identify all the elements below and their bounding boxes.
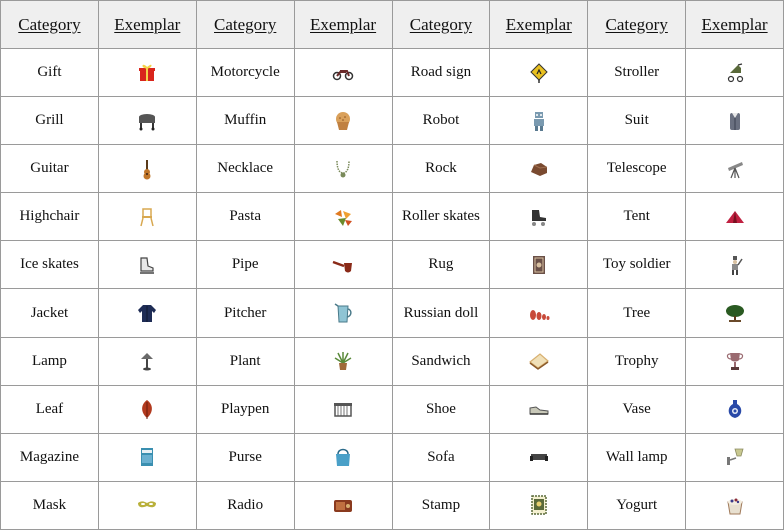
header-category: Category (1, 1, 99, 49)
exemplar-cell (294, 97, 392, 145)
leaf-icon (136, 398, 158, 420)
table-header-row (1, 1, 784, 49)
category-cell: Muffin (196, 97, 294, 145)
table-row (1, 385, 784, 433)
category-cell: Pasta (196, 193, 294, 241)
exemplar-cell (98, 145, 196, 193)
tree-icon (724, 302, 746, 324)
category-cell: Grill (1, 97, 99, 145)
exemplar-cell (490, 97, 588, 145)
shoe-icon (528, 398, 550, 420)
magazine-icon (136, 446, 158, 468)
exemplar-cell (686, 145, 784, 193)
category-cell: Motorcycle (196, 49, 294, 97)
header-exemplar: Exemplar (490, 1, 588, 49)
sandwich-icon (528, 350, 550, 372)
category-cell: Tree (588, 289, 686, 337)
category-cell: Road sign (392, 49, 490, 97)
table-row (1, 289, 784, 337)
table-row (1, 241, 784, 289)
guitar-icon (136, 158, 158, 180)
robot-icon (528, 110, 550, 132)
muffin-icon (332, 110, 354, 132)
purse-icon (332, 446, 354, 468)
table-row (1, 193, 784, 241)
radio-icon (332, 494, 354, 516)
exemplar-cell (490, 241, 588, 289)
exemplar-cell (686, 337, 784, 385)
motorcycle-icon (332, 62, 354, 84)
exemplar-cell (294, 385, 392, 433)
yogurt-icon (724, 494, 746, 516)
category-cell: Magazine (1, 433, 99, 481)
category-cell: Sofa (392, 433, 490, 481)
category-cell: Rock (392, 145, 490, 193)
exemplar-cell (294, 193, 392, 241)
pasta-icon (332, 206, 354, 228)
exemplar-cell (490, 145, 588, 193)
exemplar-cell (98, 289, 196, 337)
category-cell: Wall lamp (588, 433, 686, 481)
grill-icon (136, 110, 158, 132)
exemplar-cell (98, 97, 196, 145)
russian-doll-icon (528, 302, 550, 324)
category-cell: Roller skates (392, 193, 490, 241)
exemplar-cell (294, 481, 392, 529)
category-cell: Trophy (588, 337, 686, 385)
rock-icon (528, 158, 550, 180)
exemplar-cell (294, 289, 392, 337)
exemplar-cell (294, 49, 392, 97)
exemplar-cell (294, 337, 392, 385)
category-cell: Ice skates (1, 241, 99, 289)
table-row (1, 337, 784, 385)
jacket-icon (136, 302, 158, 324)
category-cell: Plant (196, 337, 294, 385)
category-cell: Vase (588, 385, 686, 433)
category-cell: Radio (196, 481, 294, 529)
category-cell: Stroller (588, 49, 686, 97)
ice-skates-icon (136, 254, 158, 276)
pipe-icon (332, 254, 354, 276)
exemplar-cell (490, 337, 588, 385)
category-cell: Purse (196, 433, 294, 481)
gift-icon (136, 62, 158, 84)
playpen-icon (332, 398, 354, 420)
exemplar-cell (98, 337, 196, 385)
road-sign-icon (528, 62, 550, 84)
exemplar-cell (98, 481, 196, 529)
pitcher-icon (332, 302, 354, 324)
exemplar-cell (490, 49, 588, 97)
roller-skates-icon (528, 206, 550, 228)
exemplar-cell (686, 289, 784, 337)
exemplar-cell (686, 385, 784, 433)
table-row (1, 145, 784, 193)
header-category: Category (196, 1, 294, 49)
exemplar-cell (294, 241, 392, 289)
header-exemplar: Exemplar (686, 1, 784, 49)
trophy-icon (724, 350, 746, 372)
exemplar-cell (98, 241, 196, 289)
exemplar-cell (490, 289, 588, 337)
stroller-icon (724, 62, 746, 84)
exemplar-cell (294, 433, 392, 481)
category-cell: Telescope (588, 145, 686, 193)
exemplar-cell (98, 433, 196, 481)
exemplar-cell (686, 481, 784, 529)
exemplar-cell (98, 193, 196, 241)
category-cell: Leaf (1, 385, 99, 433)
wall-lamp-icon (724, 446, 746, 468)
category-cell: Playpen (196, 385, 294, 433)
exemplar-cell (686, 241, 784, 289)
table-row (1, 481, 784, 529)
header-category: Category (588, 1, 686, 49)
highchair-icon (136, 206, 158, 228)
category-cell: Stamp (392, 481, 490, 529)
category-cell: Yogurt (588, 481, 686, 529)
category-cell: Jacket (1, 289, 99, 337)
suit-icon (724, 110, 746, 132)
category-cell: Guitar (1, 145, 99, 193)
lamp-icon (136, 350, 158, 372)
exemplar-cell (686, 433, 784, 481)
mask-icon (136, 494, 158, 516)
exemplar-cell (686, 49, 784, 97)
category-cell: Russian doll (392, 289, 490, 337)
header-exemplar: Exemplar (294, 1, 392, 49)
category-cell: Rug (392, 241, 490, 289)
necklace-icon (332, 158, 354, 180)
category-cell: Necklace (196, 145, 294, 193)
category-cell: Pitcher (196, 289, 294, 337)
category-cell: Toy soldier (588, 241, 686, 289)
rug-icon (528, 254, 550, 276)
category-cell: Lamp (1, 337, 99, 385)
exemplar-cell (490, 481, 588, 529)
exemplar-cell (686, 97, 784, 145)
telescope-icon (724, 158, 746, 180)
category-cell: Suit (588, 97, 686, 145)
category-cell: Robot (392, 97, 490, 145)
category-cell: Shoe (392, 385, 490, 433)
category-cell: Sandwich (392, 337, 490, 385)
exemplar-cell (98, 385, 196, 433)
table-row (1, 49, 784, 97)
exemplar-cell (294, 145, 392, 193)
category-cell: Pipe (196, 241, 294, 289)
vase-icon (724, 398, 746, 420)
header-exemplar: Exemplar (98, 1, 196, 49)
exemplar-cell (490, 433, 588, 481)
tent-icon (724, 206, 746, 228)
toy-soldier-icon (724, 254, 746, 276)
table-row (1, 433, 784, 481)
exemplar-cell (686, 193, 784, 241)
exemplar-cell (490, 193, 588, 241)
sofa-icon (528, 446, 550, 468)
category-cell: Mask (1, 481, 99, 529)
header-category: Category (392, 1, 490, 49)
exemplar-cell (98, 49, 196, 97)
table-row (1, 97, 784, 145)
category-cell: Tent (588, 193, 686, 241)
category-cell: Gift (1, 49, 99, 97)
plant-icon (332, 350, 354, 372)
exemplar-cell (490, 385, 588, 433)
category-cell: Highchair (1, 193, 99, 241)
stamp-icon (528, 494, 550, 516)
